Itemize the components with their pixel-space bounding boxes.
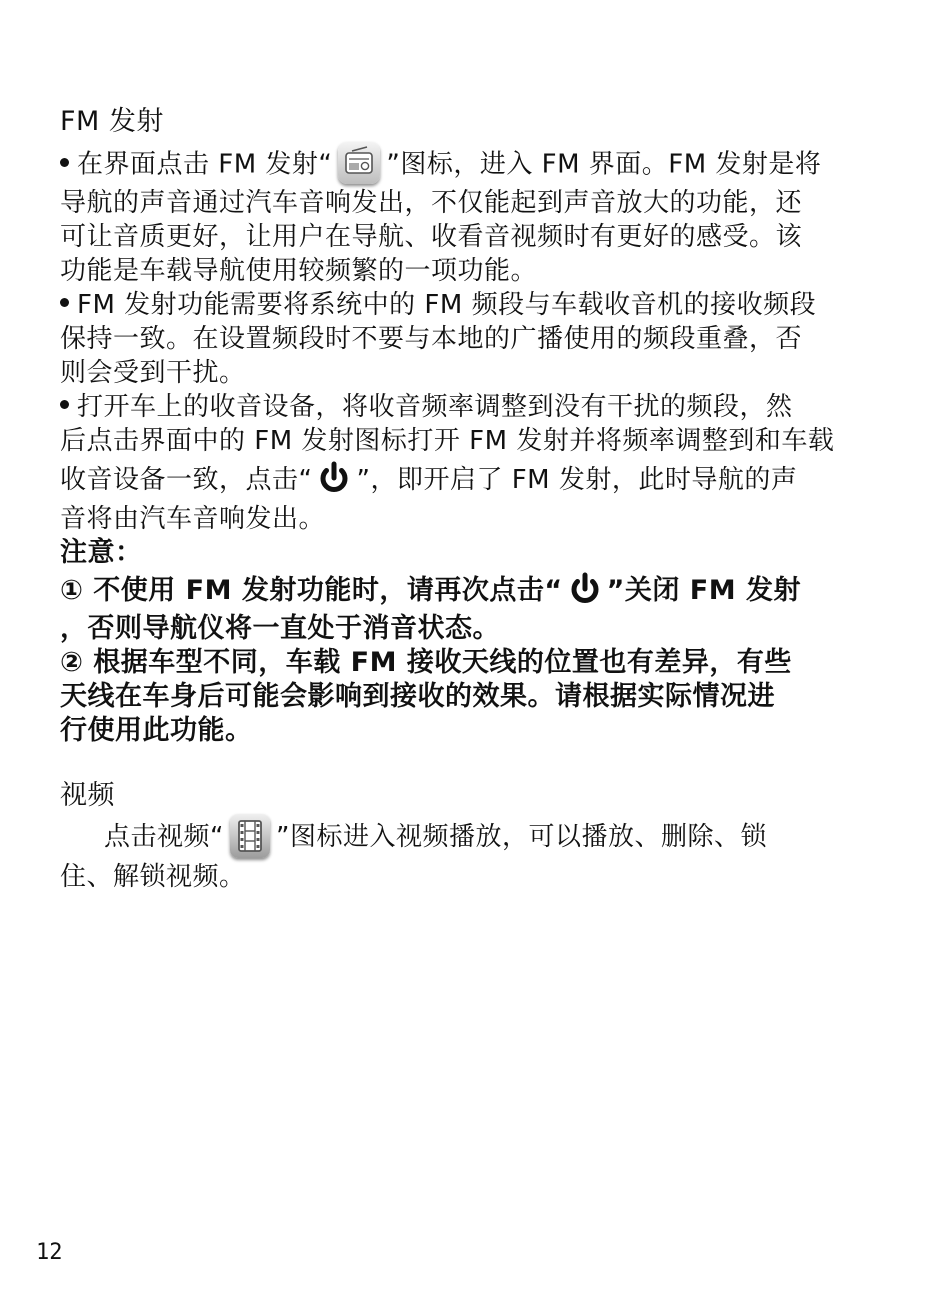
radio-icon — [338, 142, 380, 184]
note2-line3: 行使用此功能。 — [60, 715, 253, 746]
note1-line1-before: ① 不使用 FM 发射功能时，请再次点击“ — [60, 575, 563, 606]
fm-note — [60, 536, 882, 748]
film-icon — [230, 814, 270, 858]
fm-p1-line3: 可让音质更好，让用户在导航、收看音视频时有更好的感受。该 — [60, 222, 803, 252]
fm-p2-line2: 保持一致。在设置频段时不要与本地的广播使用的频段重叠，否 — [60, 324, 803, 354]
fm-p3-line2: 后点击界面中的 FM 发射图标打开 FM 发射并将频率调整到和车载 — [60, 426, 835, 456]
power-icon — [565, 570, 605, 610]
fm-paragraph-1 — [60, 144, 882, 288]
fm-paragraph-3 — [60, 390, 882, 536]
note2-line2: 天线在车身后可能会影响到接收的效果。请根据实际情况进 — [60, 681, 775, 712]
fm-p1-line1-after: ”图标，进入 FM 界面。FM 发射是将 — [386, 149, 822, 180]
note1-line1-after: ”关闭 FM 发射 — [606, 575, 801, 606]
bullet-icon — [60, 298, 69, 307]
video-line1-before: 点击视频“ — [104, 822, 224, 852]
video-section-title: 视频 — [60, 780, 115, 811]
fm-section-title: FM 发射 — [60, 106, 164, 137]
fm-p3-line3-before: 收音设备一致，点击“ — [60, 465, 313, 495]
fm-p3-line4: 音将由汽车音响发出。 — [60, 504, 326, 534]
manual-page — [60, 104, 882, 894]
power-icon — [314, 459, 354, 499]
note2-line1: ② 根据车型不同，车载 FM 接收天线的位置也有差异，有些 — [60, 647, 792, 678]
video-line2: 住、解锁视频。 — [60, 862, 246, 892]
note1-line2: ，否则导航仪将一直处于消音状态。 — [60, 613, 500, 644]
fm-p2-line3: 则会受到干扰。 — [60, 358, 246, 388]
video-line1-after: ”图标进入视频播放，可以播放、删除、锁 — [275, 822, 767, 852]
fm-p1-line1-before: 在界面点击 FM 发射“ — [77, 149, 333, 180]
video-paragraph — [60, 814, 882, 894]
fm-paragraph-2 — [60, 288, 882, 390]
fm-p1-line2: 导航的声音通过汽车音响发出，不仅能起到声音放大的功能，还 — [60, 188, 803, 218]
fm-p3-line1: 打开车上的收音设备，将收音频率调整到没有干扰的频段，然 — [77, 392, 793, 422]
note-title: 注意： — [60, 537, 143, 568]
page-number: 12 — [36, 1240, 63, 1265]
fm-p2-line1: FM 发射功能需要将系统中的 FM 频段与车载收音机的接收频段 — [77, 290, 817, 320]
bullet-icon — [60, 400, 69, 409]
bullet-icon — [60, 158, 69, 167]
fm-p3-line3-after: ”，即开启了 FM 发射，此时导航的声 — [356, 465, 798, 495]
fm-p1-line4: 功能是车载导航使用较频繁的一项功能。 — [60, 256, 538, 286]
